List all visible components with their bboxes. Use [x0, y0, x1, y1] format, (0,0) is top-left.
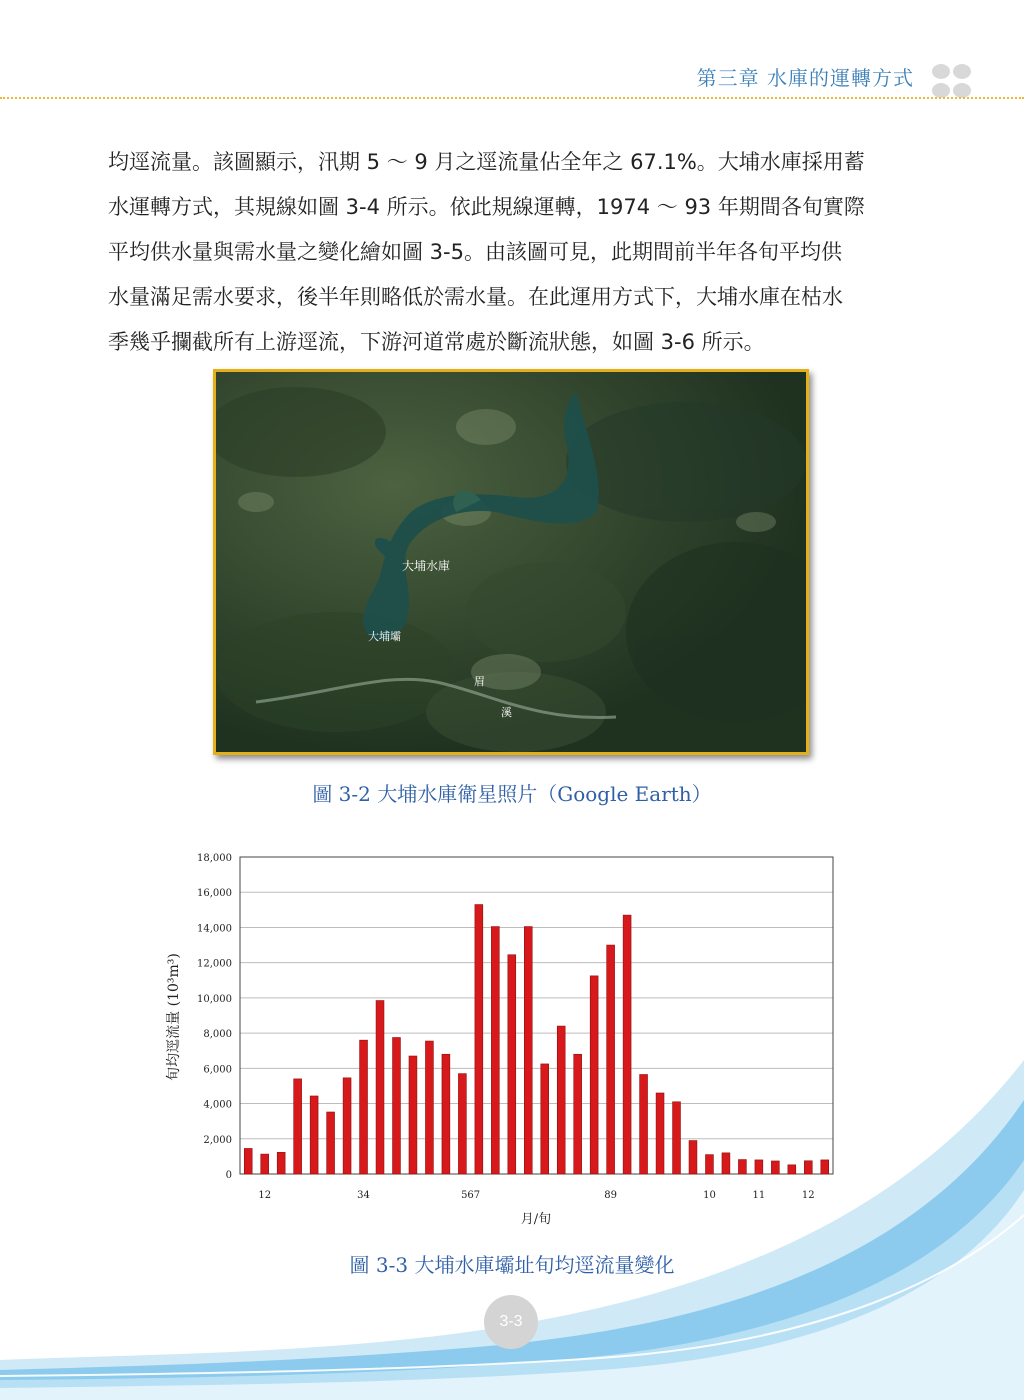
- y-tick-label: 12,000: [197, 958, 232, 970]
- body-line: 水運轉方式，其規線如圖 3-4 所示。依此規線運轉，1974 ～ 93 年期間各旬實際: [108, 195, 865, 219]
- photo-label-river: 溪: [501, 706, 512, 719]
- x-tick-label: 12: [258, 1190, 272, 1201]
- header-divider: [0, 97, 1024, 99]
- y-tick-label: 14,000: [197, 923, 232, 935]
- body-line: 水量滿足需水要求，後半年則略低於需水量。在此運用方式下，大埔水庫在枯水: [108, 285, 843, 309]
- x-tick-label: 11: [752, 1190, 766, 1201]
- x-tick-label: 567: [461, 1190, 481, 1201]
- y-tick-label: 8,000: [203, 1029, 232, 1041]
- photo-label-dam: 大埔壩: [368, 630, 401, 643]
- page-number: 3-3: [484, 1295, 538, 1349]
- body-line: 季幾乎攔截所有上游逕流，下游河道常處於斷流狀態，如圖 3-6 所示。: [108, 330, 765, 354]
- y-axis-label: 旬均逕流量 (10³m³): [166, 953, 182, 1081]
- photo-label-river: 眉: [474, 675, 485, 688]
- x-tick-label: 34: [357, 1190, 370, 1201]
- body-line: 平均供水量與需水量之變化繪如圖 3-5。由該圖可見，此期間前半年各旬平均供: [108, 240, 842, 264]
- y-tick-label: 6,000: [203, 1064, 232, 1076]
- body-line: 均逕流量。該圖顯示，汛期 5 ～ 9 月之逕流量佔全年之 67.1%。大埔水庫採用蓄: [108, 150, 865, 174]
- satellite-photo: [213, 369, 809, 755]
- x-tick-label: 10: [703, 1190, 716, 1201]
- y-tick-label: 0: [225, 1170, 232, 1181]
- x-tick-label: 89: [604, 1190, 617, 1201]
- y-tick-label: 10,000: [197, 993, 232, 1005]
- figure-caption: 圖 3-2 大埔水庫衛星照片（Google Earth）: [312, 782, 712, 806]
- body-paragraph: [108, 140, 920, 365]
- x-axis-label: 月/旬: [520, 1212, 552, 1227]
- figure-caption: 圖 3-3 大埔水庫壩址旬均逕流量變化: [349, 1253, 675, 1277]
- x-tick-label: 12: [801, 1190, 815, 1201]
- y-tick-label: 2,000: [203, 1134, 232, 1146]
- chapter-title: 第三章 水庫的運轉方式: [696, 66, 914, 90]
- y-tick-label: 16,000: [197, 888, 232, 900]
- y-tick-label: 18,000: [197, 853, 232, 864]
- y-tick-label: 4,000: [203, 1099, 232, 1111]
- photo-label-reservoir: 大埔水庫: [402, 559, 451, 573]
